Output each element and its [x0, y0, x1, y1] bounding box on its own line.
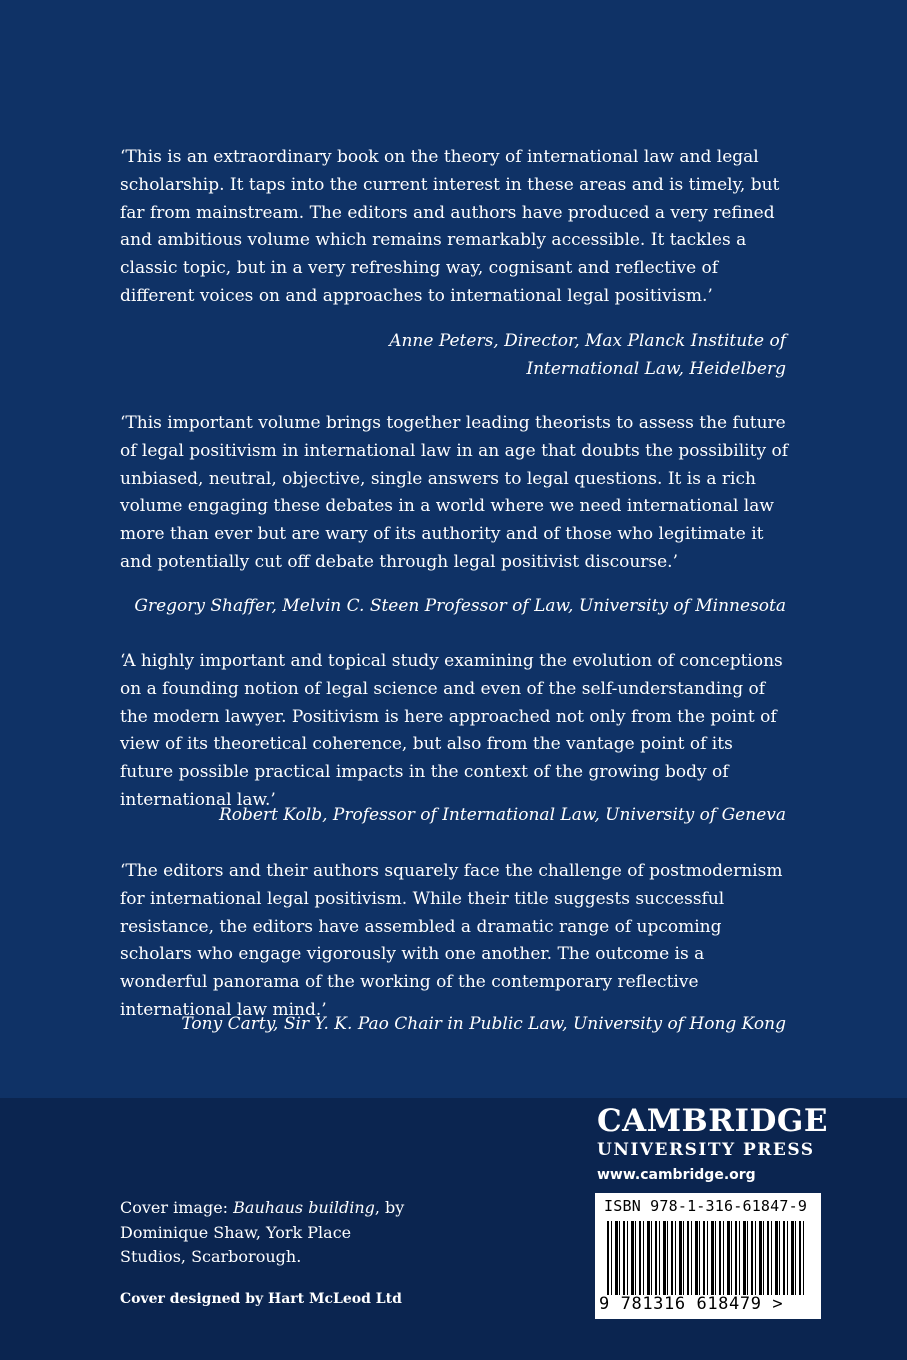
barcode-icon [607, 1221, 807, 1295]
review-attribution-4: Tony Carty, Sir Y. K. Pao Chair in Public Law, University of Hong Kong [181, 1014, 786, 1034]
cover-image-credit [120, 1196, 420, 1270]
review-attribution-1: Anne Peters, Director, Max Planck Institute of International Law, Heidelberg [389, 331, 786, 379]
review-quote-1: ‘This is an extraordinary book on the theory of international law and legal scholarship. It taps into the current interest in these areas and is timely, but far from mainstream. The editors and authors have produced a very refined and ambitious volume which remains remarkably accessible. It tackles a classic topic, but in a very refreshing way, cognisant and reflective of different voices on and approaches to international legal positivism.’ [120, 147, 780, 306]
review-attribution-3: Robert Kolb, Professor of International Law, University of Geneva [218, 805, 786, 825]
cover-credit-suffix: , by Dominique Shaw, York Place Studios, Scarborough. [120, 1198, 405, 1266]
review-quote-4: ‘The editors and their authors squarely face the challenge of postmodernism for international legal positivism. While their title suggests successful resistance, the editors have assembled a dramatic range of upcoming scholars who engage vigorously with one another. The outcome is a wonderful panorama of the working of the contemporary reflective international law mind.’ [120, 861, 783, 1020]
isbn-label: ISBN 978-1-316-61847-9 [604, 1197, 808, 1215]
publisher-subtitle: UNIVERSITY PRESS [597, 1140, 815, 1160]
publisher-name: CAMBRIDGE [597, 1103, 828, 1139]
barcode-number: 9 781316 618479 > [599, 1294, 784, 1314]
cover-credit-prefix: Cover image: [120, 1198, 234, 1217]
isbn-barcode-block [595, 1193, 821, 1319]
review-quote-3: ‘A highly important and topical study examining the evolution of conceptions on a founding notion of legal science and even of the self-understanding of the modern lawyer. Positivism is here approached not only from the point of view of its theoretical coherence, but also from the vantage point of its future possible practical impacts in the context of the growing body of international law.’ [120, 651, 783, 810]
publisher-website: www.cambridge.org [597, 1167, 756, 1183]
review-attribution-2: Gregory Shaffer, Melvin C. Steen Professor of Law, University of Minnesota [134, 596, 786, 616]
review-quote-2: ‘This important volume brings together leading theorists to assess the future of legal positivism in international law in an age that doubts the possibility of unbiased, neutral, objective, single answers to legal questions. It is a rich volume engaging these debates in a world where we need international law more than ever but are wary of its authority and of those who legitimate it and potentially cut off debate through legal positivist discourse.’ [120, 413, 788, 572]
cover-designer-credit: Cover designed by Hart McLeod Ltd [120, 1291, 402, 1307]
cover-credit-title: Bauhaus building [233, 1198, 375, 1217]
